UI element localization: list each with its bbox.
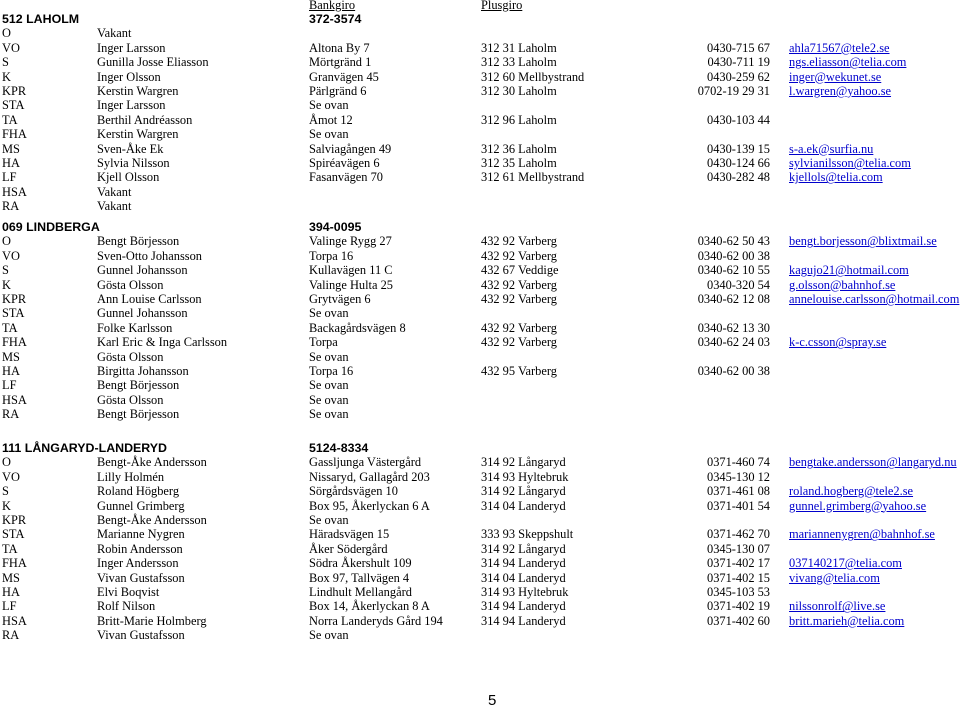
email-link[interactable]: roland.hogberg@tele2.se bbox=[789, 484, 914, 499]
email-link[interactable]: kjellols@telia.com bbox=[789, 170, 883, 185]
table-row bbox=[0, 499, 960, 513]
role-cell: S bbox=[2, 484, 9, 499]
section-title: 069 LINDBERGA bbox=[2, 220, 100, 234]
postal-cell: 314 93 Hyltebruk bbox=[481, 585, 569, 599]
name-cell: Roland Högberg bbox=[97, 484, 180, 499]
name-cell: Berthil Andréasson bbox=[97, 112, 193, 127]
section-bankgiro: 5124-8334 bbox=[309, 441, 369, 455]
email-link[interactable]: s-a.ek@surfia.nu bbox=[789, 141, 874, 156]
role-cell: HA bbox=[2, 364, 20, 378]
address-cell: Se ovan bbox=[309, 407, 349, 422]
phone-cell: 0345-103 53 bbox=[707, 585, 770, 599]
table-row bbox=[0, 614, 960, 628]
table-row bbox=[0, 513, 960, 527]
address-cell: Mörtgränd 1 bbox=[309, 55, 372, 70]
email-link[interactable]: vivang@telia.com bbox=[789, 570, 880, 585]
section-bankgiro: 394-0095 bbox=[309, 220, 362, 234]
address-cell: Torpa bbox=[309, 335, 338, 350]
name-cell: Karl Eric & Inga Carlsson bbox=[97, 335, 228, 350]
address-cell: Gassljunga Västergård bbox=[309, 455, 422, 470]
name-cell: Ann Louise Carlsson bbox=[97, 292, 202, 306]
table-row bbox=[0, 84, 960, 98]
email-link[interactable]: britt.marieh@telia.com bbox=[789, 613, 905, 628]
role-cell: HSA bbox=[2, 613, 27, 628]
role-cell: K bbox=[2, 69, 11, 84]
email-link[interactable]: gunnel.grimberg@yahoo.se bbox=[789, 498, 927, 513]
role-cell: O bbox=[2, 26, 11, 41]
table-row bbox=[0, 113, 960, 127]
role-cell: MS bbox=[2, 570, 20, 585]
table-row bbox=[0, 41, 960, 55]
role-cell: S bbox=[2, 263, 9, 278]
page-number: 5 bbox=[488, 692, 497, 709]
address-cell: Häradsvägen 15 bbox=[309, 527, 390, 542]
postal-cell: 314 92 Långaryd bbox=[481, 541, 566, 556]
table-row bbox=[0, 98, 960, 112]
table-row bbox=[0, 234, 960, 248]
name-cell: Bengt Börjesson bbox=[97, 234, 180, 249]
email-link[interactable]: bengtake.andersson@langaryd.nu bbox=[789, 455, 957, 470]
phone-cell: 0371-402 17 bbox=[707, 556, 770, 571]
phone-cell: 0430-282 48 bbox=[707, 170, 770, 185]
role-cell: STA bbox=[2, 98, 25, 113]
name-cell: Gösta Olsson bbox=[97, 392, 164, 407]
postal-cell: 312 96 Laholm bbox=[481, 112, 557, 127]
address-cell: Torpa 16 bbox=[309, 248, 354, 263]
postal-cell: 432 92 Varberg bbox=[481, 335, 557, 350]
phone-cell: 0430-259 62 bbox=[707, 69, 770, 84]
address-cell: Valinge Rygg 27 bbox=[309, 234, 392, 249]
role-cell: MS bbox=[2, 141, 20, 156]
postal-cell: 432 92 Varberg bbox=[481, 248, 557, 263]
name-cell: Gunnel Johansson bbox=[97, 306, 188, 321]
address-cell: Salviagången 49 bbox=[309, 141, 392, 156]
address-cell: Norra Landeryds Gård 194 bbox=[309, 613, 443, 628]
address-cell: Åmot 12 bbox=[309, 112, 353, 127]
address-cell: Box 95, Åkerlyckan 6 A bbox=[309, 498, 430, 513]
address-cell: Box 14, Åkerlyckan 8 A bbox=[309, 599, 430, 614]
postal-cell: 312 36 Laholm bbox=[481, 141, 557, 156]
name-cell: Gunnel Johansson bbox=[97, 263, 188, 278]
section-title-row bbox=[0, 441, 960, 455]
name-cell: Vakant bbox=[97, 26, 132, 41]
table-row bbox=[0, 470, 960, 484]
name-cell: Inger Larsson bbox=[97, 40, 166, 55]
role-cell: K bbox=[2, 277, 11, 292]
role-cell: KPR bbox=[2, 84, 27, 98]
name-cell: Lilly Holmén bbox=[97, 469, 165, 484]
address-cell: Grytvägen 6 bbox=[309, 292, 371, 306]
table-row bbox=[0, 556, 960, 570]
address-cell: Se ovan bbox=[309, 98, 349, 113]
postal-cell: 314 92 Långaryd bbox=[481, 484, 566, 499]
table-row bbox=[0, 542, 960, 556]
postal-cell: 314 94 Landeryd bbox=[481, 556, 566, 571]
name-cell: Gösta Olsson bbox=[97, 277, 164, 292]
postal-cell: 312 30 Laholm bbox=[481, 84, 557, 98]
table-row bbox=[0, 263, 960, 277]
table-row bbox=[0, 199, 960, 213]
name-cell: Folke Karlsson bbox=[97, 320, 173, 335]
name-cell: Bengt Börjesson bbox=[97, 407, 180, 422]
role-cell: VO bbox=[2, 40, 20, 55]
table-row bbox=[0, 185, 960, 199]
email-link[interactable]: kagujo21@hotmail.com bbox=[789, 263, 909, 278]
postal-cell: 312 31 Laholm bbox=[481, 40, 557, 55]
address-cell: Nissaryd, Gallagård 203 bbox=[309, 469, 430, 484]
name-cell: Bengt-Åke Andersson bbox=[97, 513, 207, 527]
address-cell: Box 97, Tallvägen 4 bbox=[309, 570, 410, 585]
name-cell: Marianne Nygren bbox=[97, 527, 185, 542]
table-row bbox=[0, 599, 960, 613]
phone-cell: 0340-62 00 38 bbox=[697, 248, 770, 263]
address-cell: Granvägen 45 bbox=[309, 69, 379, 84]
table-row bbox=[0, 26, 960, 40]
postal-cell: 432 92 Varberg bbox=[481, 320, 557, 335]
phone-cell: 0371-461 08 bbox=[707, 484, 770, 499]
email-link[interactable]: annelouise.carlsson@hotmail.com bbox=[789, 292, 960, 306]
email-link[interactable]: ahla71567@tele2.se bbox=[789, 40, 890, 55]
table-row bbox=[0, 156, 960, 170]
name-cell: Vakant bbox=[97, 184, 132, 199]
address-cell: Valinge Hulta 25 bbox=[309, 277, 393, 292]
postal-cell: 314 93 Hyltebruk bbox=[481, 469, 569, 484]
role-cell: STA bbox=[2, 306, 25, 321]
phone-cell: 0430-103 44 bbox=[707, 112, 770, 127]
phone-cell: 0371-402 19 bbox=[707, 599, 770, 614]
name-cell: Rolf Nilson bbox=[97, 599, 156, 614]
table-row bbox=[0, 350, 960, 364]
role-cell: S bbox=[2, 55, 9, 70]
email-link[interactable]: ngs.eliasson@telia.com bbox=[789, 55, 907, 70]
address-cell: Åker Södergård bbox=[309, 541, 388, 556]
phone-cell: 0371-402 60 bbox=[707, 613, 770, 628]
role-cell: FHA bbox=[2, 335, 27, 350]
table-row bbox=[0, 393, 960, 407]
name-cell: Kerstin Wargren bbox=[97, 84, 179, 98]
postal-cell: 432 67 Veddige bbox=[481, 263, 559, 278]
role-cell: K bbox=[2, 498, 11, 513]
postal-cell: 432 92 Varberg bbox=[481, 277, 557, 292]
postal-cell: 314 92 Långaryd bbox=[481, 455, 566, 470]
address-cell: Se ovan bbox=[309, 306, 349, 321]
plusgiro-header: Plusgiro bbox=[481, 0, 523, 12]
phone-cell: 0371-460 74 bbox=[707, 455, 770, 470]
name-cell: Vakant bbox=[97, 199, 132, 214]
role-cell: O bbox=[2, 234, 11, 249]
phone-cell: 0430-139 15 bbox=[707, 141, 770, 156]
address-cell: Lindhult Mellangård bbox=[309, 585, 412, 599]
phone-cell: 0430-124 66 bbox=[707, 156, 770, 170]
table-row bbox=[0, 55, 960, 69]
phone-cell: 0430-715 67 bbox=[707, 40, 770, 55]
role-cell: VO bbox=[2, 469, 20, 484]
name-cell: Birgitta Johansson bbox=[97, 364, 189, 378]
section-bankgiro: 372-3574 bbox=[309, 12, 362, 26]
phone-cell: 0340-62 12 08 bbox=[697, 292, 770, 306]
email-link[interactable]: nilssonrolf@live.se bbox=[789, 599, 886, 614]
phone-cell: 0340-320 54 bbox=[707, 277, 770, 292]
role-cell: FHA bbox=[2, 127, 27, 142]
postal-cell: 312 33 Laholm bbox=[481, 55, 557, 70]
name-cell: Gunnel Grimberg bbox=[97, 498, 185, 513]
role-cell: KPR bbox=[2, 292, 27, 306]
postal-cell: 314 94 Landeryd bbox=[481, 613, 566, 628]
phone-cell: 0371-401 54 bbox=[707, 498, 770, 513]
postal-cell: 312 61 Mellbystrand bbox=[481, 170, 585, 185]
table-row bbox=[0, 378, 960, 392]
name-cell: Robin Andersson bbox=[97, 541, 183, 556]
name-cell: Britt-Marie Holmberg bbox=[97, 613, 207, 628]
table-row bbox=[0, 249, 960, 263]
name-cell: Sven-Otto Johansson bbox=[97, 248, 202, 263]
name-cell: Inger Olsson bbox=[97, 69, 161, 84]
section-title-row bbox=[0, 220, 960, 234]
email-link[interactable]: bengt.borjesson@blixtmail.se bbox=[789, 234, 937, 249]
section-title: 111 LÅNGARYD-LANDERYD bbox=[2, 441, 168, 455]
address-cell: Se ovan bbox=[309, 628, 349, 643]
role-cell: MS bbox=[2, 349, 20, 364]
table-row bbox=[0, 292, 960, 306]
email-link[interactable]: k-c.csson@spray.se bbox=[789, 335, 887, 350]
phone-cell: 0430-711 19 bbox=[707, 55, 770, 70]
role-cell: TA bbox=[2, 541, 18, 556]
table-row bbox=[0, 142, 960, 156]
email-link[interactable]: l.wargren@yahoo.se bbox=[789, 84, 892, 98]
table-row bbox=[0, 628, 960, 642]
address-cell: Backagårdsvägen 8 bbox=[309, 320, 406, 335]
postal-cell: 312 60 Mellbystrand bbox=[481, 69, 585, 84]
table-row bbox=[0, 364, 960, 378]
role-cell: VO bbox=[2, 248, 20, 263]
table-row bbox=[0, 484, 960, 498]
role-cell: HA bbox=[2, 585, 20, 599]
name-cell: Gunilla Josse Eliasson bbox=[97, 55, 209, 70]
table-row bbox=[0, 70, 960, 84]
bankgiro-header: Bankgiro bbox=[309, 0, 356, 12]
postal-cell: 314 04 Landeryd bbox=[481, 570, 566, 585]
table-row bbox=[0, 321, 960, 335]
address-cell: Se ovan bbox=[309, 378, 349, 393]
phone-cell: 0345-130 12 bbox=[707, 469, 770, 484]
name-cell: Bengt Börjesson bbox=[97, 378, 180, 393]
name-cell: Vivan Gustafsson bbox=[97, 570, 185, 585]
phone-cell: 0340-62 24 03 bbox=[697, 335, 770, 350]
table-row bbox=[0, 170, 960, 184]
role-cell: LF bbox=[2, 378, 17, 393]
name-cell: Gösta Olsson bbox=[97, 349, 164, 364]
table-row bbox=[0, 306, 960, 320]
name-cell: Kjell Olsson bbox=[97, 170, 160, 185]
name-cell: Inger Andersson bbox=[97, 556, 179, 571]
role-cell: LF bbox=[2, 170, 17, 185]
address-cell: Sörgårdsvägen 10 bbox=[309, 484, 398, 499]
table-row bbox=[0, 571, 960, 585]
address-cell: Altona By 7 bbox=[309, 40, 370, 55]
name-cell: Inger Larsson bbox=[97, 98, 166, 113]
address-cell: Se ovan bbox=[309, 127, 349, 142]
postal-cell: 432 95 Varberg bbox=[481, 364, 557, 378]
postal-cell: 312 35 Laholm bbox=[481, 156, 557, 170]
table-row bbox=[0, 335, 960, 349]
role-cell: TA bbox=[2, 320, 18, 335]
role-cell: KPR bbox=[2, 513, 27, 527]
address-cell: Se ovan bbox=[309, 513, 349, 527]
phone-cell: 0340-62 50 43 bbox=[697, 234, 770, 249]
email-link[interactable]: mariannenygren@bahnhof.se bbox=[789, 527, 935, 542]
table-row bbox=[0, 455, 960, 469]
address-cell: Fasanvägen 70 bbox=[309, 170, 383, 185]
address-cell: Torpa 16 bbox=[309, 364, 354, 378]
role-cell: O bbox=[2, 455, 11, 470]
table-row bbox=[0, 278, 960, 292]
phone-cell: 0340-62 13 30 bbox=[697, 320, 770, 335]
table-row bbox=[0, 407, 960, 421]
role-cell: RA bbox=[2, 407, 20, 422]
section-title-row bbox=[0, 12, 960, 26]
column-headers bbox=[0, 0, 960, 12]
role-cell: HSA bbox=[2, 392, 27, 407]
email-link[interactable]: 037140217@telia.com bbox=[789, 556, 902, 571]
name-cell: Sven-Åke Ek bbox=[97, 141, 164, 156]
role-cell: RA bbox=[2, 628, 20, 643]
email-link[interactable]: g.olsson@bahnhof.se bbox=[789, 277, 896, 292]
role-cell: RA bbox=[2, 199, 20, 214]
name-cell: Bengt-Åke Andersson bbox=[97, 455, 207, 470]
name-cell: Sylvia Nilsson bbox=[97, 156, 170, 170]
section-title: 512 LAHOLM bbox=[2, 12, 80, 26]
postal-cell: 333 93 Skeppshult bbox=[481, 527, 574, 542]
role-cell: TA bbox=[2, 112, 18, 127]
role-cell: STA bbox=[2, 527, 25, 542]
role-cell: FHA bbox=[2, 556, 27, 571]
role-cell: HSA bbox=[2, 184, 27, 199]
postal-cell: 432 92 Varberg bbox=[481, 234, 557, 249]
phone-cell: 0340-62 10 55 bbox=[697, 263, 770, 278]
table-row bbox=[0, 585, 960, 599]
phone-cell: 0702-19 29 31 bbox=[697, 84, 770, 98]
phone-cell: 0340-62 00 38 bbox=[697, 364, 770, 378]
address-cell: Kullavägen 11 C bbox=[309, 263, 393, 278]
phone-cell: 0371-462 70 bbox=[707, 527, 770, 542]
phone-cell: 0371-402 15 bbox=[707, 570, 770, 585]
address-cell: Spiréavägen 6 bbox=[309, 156, 380, 170]
table-row bbox=[0, 127, 960, 141]
name-cell: Kerstin Wargren bbox=[97, 127, 179, 142]
address-cell: Pärlgränd 6 bbox=[309, 84, 367, 98]
email-link[interactable]: sylvianilsson@telia.com bbox=[789, 156, 911, 170]
name-cell: Elvi Boqvist bbox=[97, 585, 160, 599]
phone-cell: 0345-130 07 bbox=[707, 541, 770, 556]
role-cell: LF bbox=[2, 599, 17, 614]
postal-cell: 314 04 Landeryd bbox=[481, 498, 566, 513]
email-link[interactable]: inger@wekunet.se bbox=[789, 69, 882, 84]
postal-cell: 432 92 Varberg bbox=[481, 292, 557, 306]
name-cell: Vivan Gustafsson bbox=[97, 628, 185, 643]
address-cell: Se ovan bbox=[309, 349, 349, 364]
table-row bbox=[0, 527, 960, 541]
address-cell: Södra Åkershult 109 bbox=[309, 556, 412, 571]
postal-cell: 314 94 Landeryd bbox=[481, 599, 566, 614]
role-cell: HA bbox=[2, 156, 20, 170]
address-cell: Se ovan bbox=[309, 392, 349, 407]
